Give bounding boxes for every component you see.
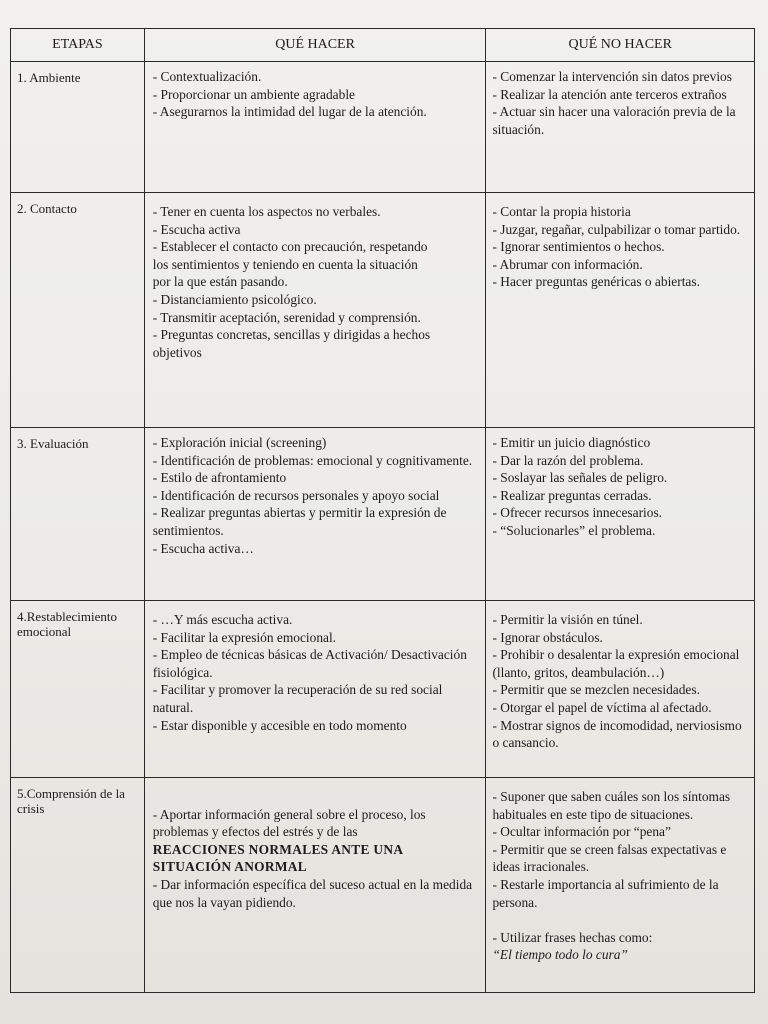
stage-name: 2. Contacto: [11, 193, 145, 428]
table-row: [11, 778, 755, 993]
header-stages: ETAPAS: [11, 29, 145, 62]
list-item: - Preguntas concretas, sencillas y dirigidas a hechos objetivos: [152, 327, 431, 360]
list-item: - Contar la propia historia: [492, 204, 631, 219]
list-item: - Permitir que se mezclen necesidades.: [492, 682, 700, 698]
table-row: [11, 428, 755, 601]
list-item: - Proporcionar un ambiente agradable: [152, 86, 355, 102]
stage-name: 4.Restablecimiento emocional: [11, 601, 145, 778]
do-list: [153, 68, 480, 121]
table-row: [11, 62, 755, 193]
dont-cell: [486, 778, 755, 993]
table-row: [11, 601, 755, 778]
dont-list: [492, 203, 748, 291]
list-item: - Dar la razón del problema.: [492, 452, 644, 468]
list-item: - Prohibir o desalentar la expresión emocional (llanto, gritos, deambulación…): [492, 647, 740, 680]
list-item-text: - Utilizar frases hechas como:: [492, 929, 653, 945]
list-item: - “Solucionarles” el problema.: [492, 522, 656, 538]
list-item: - Identificación de recursos personales y apoyo social: [152, 487, 440, 503]
list-item: - Emitir un juicio diagnóstico: [492, 435, 651, 450]
list-item: - Exploración inicial (screening): [152, 435, 327, 450]
list-item: - Actuar sin hacer una valoración previa de la situación.: [492, 104, 736, 137]
list-item: [153, 788, 480, 876]
list-item: - Facilitar la expresión emocional.: [152, 629, 337, 645]
do-list: [153, 611, 480, 734]
list-item: - Estar disponible y accesible en todo momento: [152, 717, 407, 733]
list-item: - Asegurarnos la intimidad del lugar de la atención.: [152, 104, 427, 120]
list-item: - Empleo de técnicas básicas de Activación/ Desactivación fisiológica.: [152, 647, 467, 680]
list-item: - Permitir la visión en túnel.: [492, 612, 643, 627]
list-item-text: - Aportar información general sobre el proceso, los problemas y efectos del estrés y de las: [152, 806, 426, 840]
header-what-to-do: QUÉ HACER: [144, 29, 486, 62]
list-item: - Estilo de afrontamiento: [152, 470, 287, 486]
list-item: - Juzgar, regañar, culpabilizar o tomar partido.: [492, 221, 741, 237]
dont-cell: [486, 601, 755, 778]
do-cell: [144, 778, 486, 993]
quote-text: “El tiempo todo lo cura”: [492, 947, 628, 963]
list-item: - Distanciamiento psicológico.: [152, 291, 317, 307]
dont-cell: [486, 428, 755, 601]
dont-list: [492, 788, 748, 964]
list-item: - Dar información específica del suceso actual en la medida que nos la vayan pidiendo.: [152, 876, 473, 910]
stage-name: 1. Ambiente: [11, 62, 145, 193]
dont-cell: [486, 193, 755, 428]
list-item: - Mostrar signos de incomodidad, nerviosismo o cansancio.: [492, 717, 742, 751]
list-item: - Restarle importancia al sufrimiento de la persona.: [492, 876, 719, 910]
do-list: [153, 788, 480, 911]
list-item: - Abrumar con información.: [492, 256, 643, 272]
dont-list: [492, 611, 748, 752]
list-item: - Permitir que se creen falsas expectativas e ideas irracionales.: [492, 841, 727, 875]
table-row: [11, 193, 755, 428]
list-item: - Realizar la atención ante terceros extraños: [492, 86, 727, 102]
do-cell: [144, 601, 486, 778]
do-list: [153, 203, 480, 361]
list-item: - Realizar preguntas cerradas.: [492, 487, 652, 503]
list-item: [492, 911, 748, 964]
list-item: - Identificación de problemas: emocional y cognitivamente.: [152, 452, 473, 468]
emphasis-text: REACCIONES NORMALES ANTE UNA SITUACIÓN ANORMAL: [152, 841, 403, 875]
list-item: - Transmitir aceptación, serenidad y comprensión.: [152, 309, 421, 325]
list-item: - Escucha activa…: [152, 540, 254, 556]
dont-cell: [486, 62, 755, 193]
list-item: - Tener en cuenta los aspectos no verbales.: [152, 204, 381, 219]
do-cell: [144, 428, 486, 601]
header-what-not-to-do: QUÉ NO HACER: [486, 29, 755, 62]
stage-name: 3. Evaluación: [11, 428, 145, 601]
do-cell: [144, 62, 486, 193]
do-list: [153, 434, 480, 557]
list-item: - Realizar preguntas abiertas y permitir la expresión de sentimientos.: [152, 505, 447, 538]
crisis-intervention-table: [10, 28, 755, 993]
list-item: - Hacer preguntas genéricas o abiertas.: [492, 274, 700, 290]
list-item: - Ignorar sentimientos o hechos.: [492, 239, 665, 255]
list-item: - Escucha activa: [152, 221, 241, 237]
list-item: - Otorgar el papel de víctima al afectado.: [492, 699, 712, 715]
table-header-row: [11, 29, 755, 62]
list-item: - Ofrecer recursos innecesarios.: [492, 505, 662, 521]
list-item: - …Y más escucha activa.: [152, 612, 293, 627]
do-cell: [144, 193, 486, 428]
list-item: - Facilitar y promover la recuperación de su red social natural.: [152, 682, 443, 715]
list-item: - Contextualización.: [152, 69, 262, 84]
list-item: - Establecer el contacto con precaución, respetando los sentimientos y teniendo en cuenta la situación por la que están pasando.: [152, 239, 428, 290]
list-item: - Ignorar obstáculos.: [492, 629, 603, 645]
dont-list: [492, 434, 748, 540]
stage-name: 5.Comprensión de la crisis: [11, 778, 145, 993]
list-item: - Comenzar la intervención sin datos previos: [492, 69, 732, 84]
list-item: - Ocultar información por “pena”: [492, 824, 671, 840]
dont-list: [492, 68, 748, 138]
list-item: - Soslayar las señales de peligro.: [492, 470, 668, 486]
list-item: - Suponer que saben cuáles son los síntomas habituales en este tipo de situaciones.: [492, 789, 731, 822]
